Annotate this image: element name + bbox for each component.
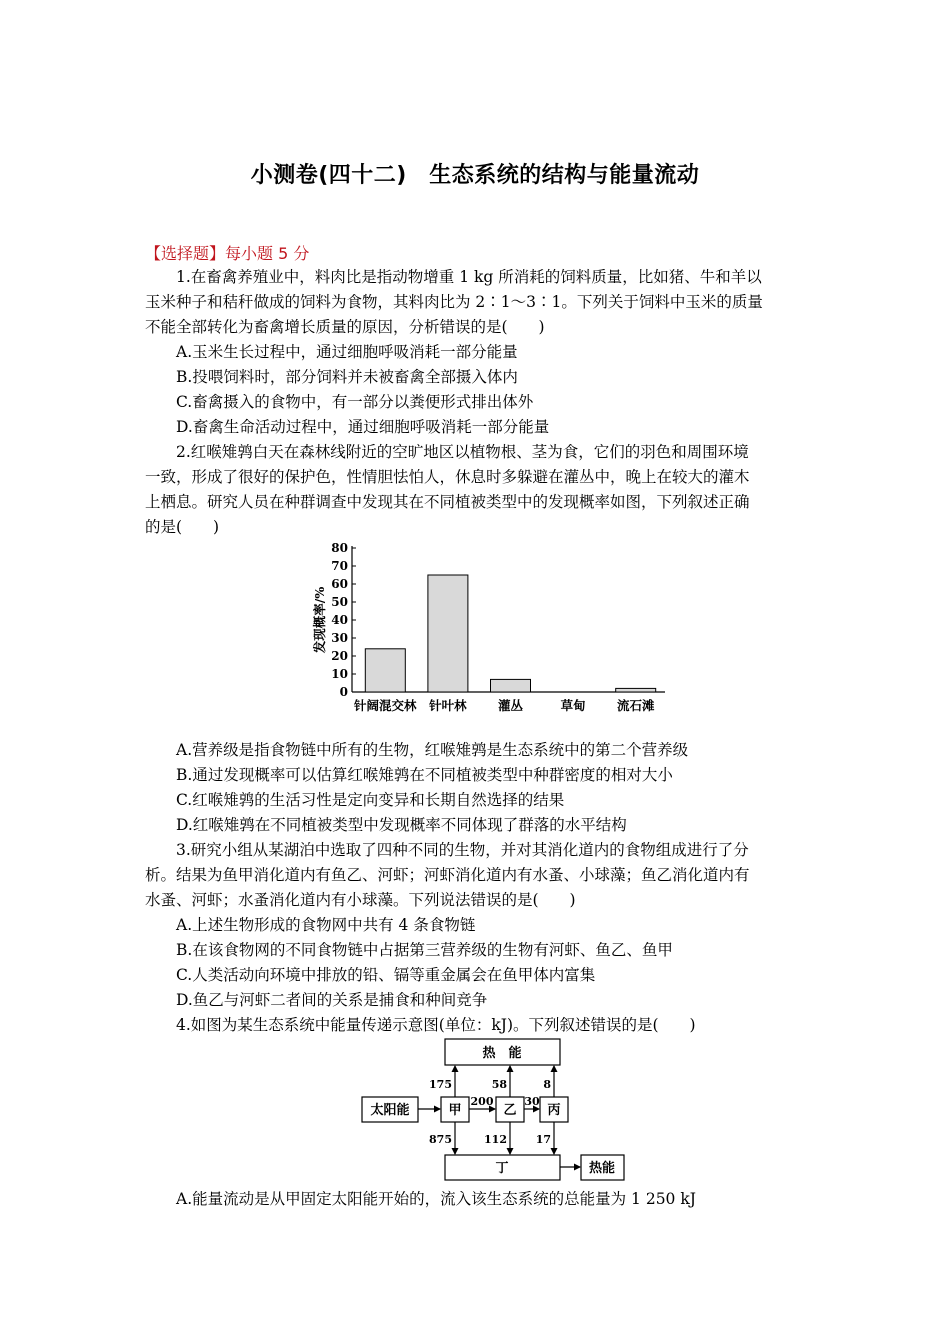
q2-option-d: D.红喉雉鹑在不同植被类型中发现概率不同体现了群落的水平结构 [176, 816, 627, 834]
bing-label: 丙 [547, 1103, 561, 1118]
heat-right-label: 热能 [588, 1161, 616, 1176]
q1-stem-line-2: 玉米种子和秸秆做成的饲料为食物，其料肉比为 2∶1～3∶1。下列关于饲料中玉米的质量 [145, 293, 763, 311]
q2-stem-line-4: 的是( ) [145, 518, 220, 536]
ding-label: 丁 [495, 1161, 509, 1176]
q3-stem-line-2: 析。结果为鱼甲消化道内有鱼乙、河虾；河虾消化道内有水蚤、小球藻；鱼乙消化道内有 [145, 866, 750, 884]
q2-option-a: A.营养级是指食物链中所有的生物，红喉雉鹑是生态系统中的第二个营养级 [176, 741, 689, 759]
y-tick-label: 10 [331, 667, 348, 681]
y-axis-label: 发现概率/% [312, 586, 327, 654]
q1-option-a: A.玉米生长过程中，通过细胞呼吸消耗一部分能量 [176, 343, 518, 361]
energy-flow-diagram [355, 1035, 645, 1185]
bar [616, 688, 656, 692]
bar [365, 649, 405, 692]
x-tick-label: 针阔混交林 [354, 698, 417, 713]
page-title: 小测卷(四十二) 生态系统的结构与能量流动 [250, 163, 700, 188]
q1-stem-line-3: 不能全部转化为畜禽增长质量的原因，分析错误的是( ) [145, 318, 545, 336]
y-tick-label: 50 [331, 595, 348, 609]
q1-option-d: D.畜禽生命活动过程中，通过细胞呼吸消耗一部分能量 [176, 418, 550, 436]
y-tick-label: 20 [331, 649, 348, 663]
value-bing-ding: 17 [535, 1133, 551, 1146]
value-yi-heat: 58 [491, 1078, 507, 1091]
q2-option-b: B.通过发现概率可以估算红喉雉鹑在不同植被类型中种群密度的相对大小 [176, 766, 673, 784]
bar [491, 679, 531, 692]
value-jia-ding: 875 [429, 1133, 452, 1146]
q1-option-c: C.畜禽摄入的食物中，有一部分以粪便形式排出体外 [176, 393, 534, 411]
q2-option-c: C.红喉雉鹑的生活习性是定向变异和长期自然选择的结果 [176, 791, 565, 809]
value-yi-ding: 112 [484, 1133, 507, 1146]
bar [428, 575, 468, 692]
y-tick-label: 30 [331, 631, 348, 645]
q3-option-b: B.在该食物网的不同食物链中占据第三营养级的生物有河虾、鱼乙、鱼甲 [176, 941, 673, 959]
q4-option-a: A.能量流动是从甲固定太阳能开始的，流入该生态系统的总能量为 1 250 kJ [176, 1190, 696, 1208]
q3-stem-line-1: 3.研究小组从某湖泊中选取了四种不同的生物，并对其消化道内的食物组成进行了分 [176, 841, 749, 859]
yi-label: 乙 [503, 1103, 517, 1118]
section-heading: 【选择题】每小题 5 分 [145, 244, 310, 263]
value-jia-heat: 175 [429, 1078, 452, 1091]
y-tick-label: 40 [331, 613, 348, 627]
x-tick-label: 流石滩 [616, 698, 655, 713]
value-bing-heat: 8 [543, 1078, 551, 1091]
sun-label: 太阳能 [370, 1103, 410, 1118]
q3-option-d: D.鱼乙与河虾二者间的关系是捕食和种间竞争 [176, 991, 488, 1009]
y-tick-label: 0 [339, 685, 348, 699]
heat-top-label: 热 能 [482, 1046, 522, 1061]
q1-stem-line-1: 1.在畜禽养殖业中，料肉比是指动物增重 1 kg 所消耗的饲料质量，比如猪、牛和羊以 [176, 268, 762, 286]
q3-stem-line-3: 水蚤、河虾；水蚤消化道内有小球藻。下列说法错误的是( ) [145, 891, 576, 909]
value-jia-yi: 200 [470, 1095, 494, 1108]
q1-option-b: B.投喂饲料时，部分饲料并未被畜禽全部摄入体内 [176, 368, 518, 386]
jia-label: 甲 [448, 1103, 462, 1118]
q2-stem-line-2: 一致，形成了很好的保护色，性情胆怯怕人，休息时多躲避在灌丛中，晚上在较大的灌木 [145, 468, 750, 486]
y-tick-label: 60 [331, 577, 348, 591]
x-tick-label: 灌丛 [497, 698, 524, 713]
y-tick-label: 80 [331, 541, 348, 555]
x-tick-label: 针叶林 [429, 698, 467, 713]
q4-stem: 4.如图为某生态系统中能量传递示意图(单位：kJ)。下列叙述错误的是( ) [176, 1016, 696, 1034]
y-tick-label: 70 [331, 559, 348, 573]
q2-stem-line-3: 上栖息。研究人员在种群调查中发现其在不同植被类型中的发现概率如图，下列叙述正确 [145, 493, 750, 511]
x-tick-label: 草甸 [560, 698, 586, 713]
q3-option-a: A.上述生物形成的食物网中共有 4 条食物链 [176, 916, 476, 934]
value-yi-bing: 30 [524, 1095, 540, 1108]
q3-option-c: C.人类活动向环境中排放的铅、镉等重金属会在鱼甲体内富集 [176, 966, 596, 984]
detection-probability-chart [300, 535, 680, 720]
q2-stem-line-1: 2.红喉雉鹑白天在森林线附近的空旷地区以植物根、茎为食，它们的羽色和周围环境 [176, 443, 749, 461]
